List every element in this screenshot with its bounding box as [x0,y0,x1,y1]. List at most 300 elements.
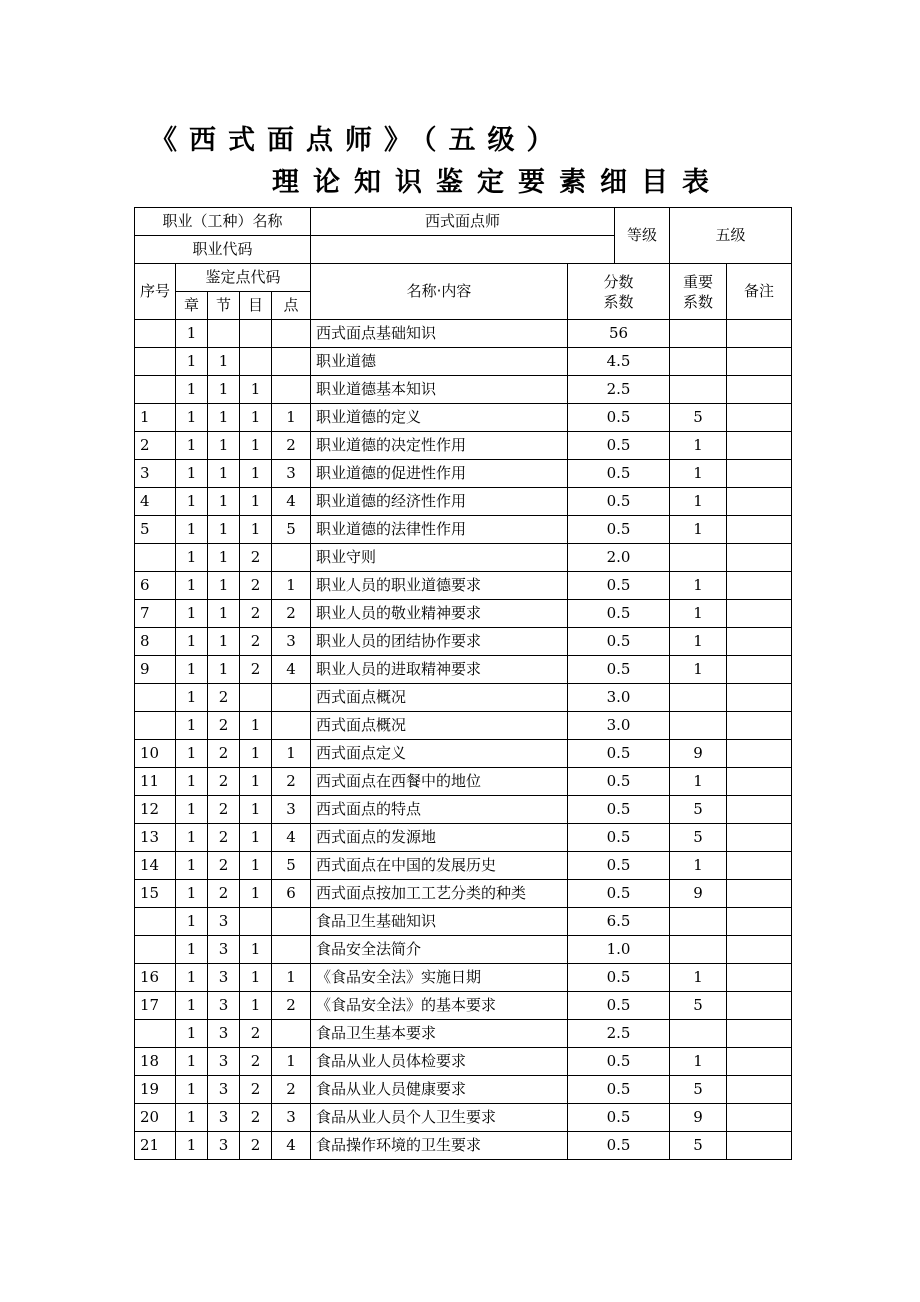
point-cell: 1 [272,1048,311,1076]
section-cell: 1 [208,488,240,516]
table-row [135,768,792,796]
seq-cell: 15 [135,880,176,908]
seq-cell: 1 [135,404,176,432]
header-chapter: 章 [176,292,208,320]
header-weight-line2: 系数 [683,292,714,311]
chapter-cell: 1 [176,600,208,628]
table-row [135,824,792,852]
section-cell: 1 [208,432,240,460]
chapter-cell: 1 [176,544,208,572]
item-cell: 2 [240,1048,272,1076]
section-cell: 1 [208,376,240,404]
item-cell [240,908,272,936]
remark-cell [727,908,792,936]
weight-cell: 9 [670,740,727,768]
table-row [135,740,792,768]
name-cell: 职业人员的敬业精神要求 [311,600,568,628]
name-cell: 职业道德的经济性作用 [311,488,568,516]
name-cell: 职业道德的促进性作用 [311,460,568,488]
table-row [135,880,792,908]
score-cell: 0.5 [568,404,670,432]
weight-cell: 1 [670,572,727,600]
chapter-cell: 1 [176,1104,208,1132]
table-row [135,376,792,404]
name-cell: 职业道德基本知识 [311,376,568,404]
header-code-group: 鉴定点代码 [176,264,311,292]
weight-cell: 1 [670,768,727,796]
item-cell: 1 [240,712,272,740]
item-cell: 2 [240,1076,272,1104]
table-row [135,572,792,600]
name-cell: 西式面点在西餐中的地位 [311,768,568,796]
item-cell: 1 [240,964,272,992]
remark-cell [727,740,792,768]
remark-cell [727,432,792,460]
remark-cell [727,852,792,880]
name-cell: 《食品安全法》的基本要求 [311,992,568,1020]
seq-cell: 12 [135,796,176,824]
section-cell: 1 [208,460,240,488]
info-row-occupation [135,208,792,236]
header-score [568,264,670,320]
point-cell: 4 [272,824,311,852]
weight-cell [670,320,727,348]
chapter-cell: 1 [176,880,208,908]
point-cell: 1 [272,964,311,992]
seq-cell: 8 [135,628,176,656]
weight-cell: 1 [670,516,727,544]
name-cell: 西式面点的发源地 [311,824,568,852]
section-cell: 3 [208,1048,240,1076]
table-row [135,544,792,572]
section-cell: 2 [208,768,240,796]
point-cell: 3 [272,1104,311,1132]
name-cell: 职业道德 [311,348,568,376]
weight-cell [670,936,727,964]
seq-cell [135,1020,176,1048]
table-row [135,628,792,656]
seq-cell [135,908,176,936]
chapter-cell: 1 [176,432,208,460]
name-cell: 食品卫生基本要求 [311,1020,568,1048]
seq-cell: 7 [135,600,176,628]
section-cell: 2 [208,824,240,852]
item-cell: 2 [240,628,272,656]
weight-cell [670,1020,727,1048]
name-cell: 西式面点概况 [311,684,568,712]
remark-cell [727,964,792,992]
chapter-cell: 1 [176,320,208,348]
remark-cell [727,992,792,1020]
score-cell: 0.5 [568,600,670,628]
chapter-cell: 1 [176,348,208,376]
chapter-cell: 1 [176,824,208,852]
name-cell: 食品从业人员个人卫生要求 [311,1104,568,1132]
remark-cell [727,1076,792,1104]
table-row [135,460,792,488]
item-cell [240,684,272,712]
remark-cell [727,1104,792,1132]
item-cell: 2 [240,600,272,628]
chapter-cell: 1 [176,684,208,712]
name-cell: 职业道德的定义 [311,404,568,432]
remark-cell [727,936,792,964]
name-cell: 食品从业人员体检要求 [311,1048,568,1076]
score-cell: 0.5 [568,964,670,992]
section-cell: 2 [208,880,240,908]
remark-cell [727,348,792,376]
point-cell [272,936,311,964]
weight-cell [670,544,727,572]
point-cell: 2 [272,600,311,628]
seq-cell: 21 [135,1132,176,1160]
section-cell: 3 [208,1020,240,1048]
remark-cell [727,516,792,544]
item-cell [240,348,272,376]
point-cell: 6 [272,880,311,908]
section-cell: 2 [208,684,240,712]
header-remark: 备注 [727,264,792,320]
header-seq: 序号 [135,264,176,320]
name-cell: 西式面点在中国的发展历史 [311,852,568,880]
chapter-cell: 1 [176,460,208,488]
weight-cell [670,712,727,740]
score-cell: 3.0 [568,712,670,740]
chapter-cell: 1 [176,1048,208,1076]
weight-cell: 1 [670,628,727,656]
chapter-cell: 1 [176,488,208,516]
section-cell: 1 [208,572,240,600]
chapter-cell: 1 [176,1020,208,1048]
point-cell: 3 [272,796,311,824]
section-cell: 1 [208,516,240,544]
item-cell: 1 [240,376,272,404]
point-cell: 2 [272,992,311,1020]
name-cell: 西式面点的特点 [311,796,568,824]
score-cell: 6.5 [568,908,670,936]
section-cell: 1 [208,628,240,656]
point-cell: 1 [272,572,311,600]
chapter-cell: 1 [176,964,208,992]
header-name: 名称·内容 [311,264,568,320]
weight-cell: 1 [670,852,727,880]
seq-cell [135,684,176,712]
remark-cell [727,460,792,488]
weight-cell: 1 [670,656,727,684]
seq-cell: 6 [135,572,176,600]
remark-cell [727,1048,792,1076]
section-cell: 2 [208,852,240,880]
table-row [135,348,792,376]
seq-cell: 9 [135,656,176,684]
header-row-1 [135,264,792,292]
seq-cell [135,544,176,572]
point-cell [272,348,311,376]
weight-cell: 5 [670,796,727,824]
code-value [311,236,615,264]
remark-cell [727,488,792,516]
weight-cell [670,376,727,404]
name-cell: 职业人员的职业道德要求 [311,572,568,600]
point-cell: 1 [272,740,311,768]
remark-cell [727,628,792,656]
remark-cell [727,880,792,908]
point-cell [272,320,311,348]
point-cell: 3 [272,460,311,488]
weight-cell: 5 [670,992,727,1020]
section-cell: 1 [208,404,240,432]
name-cell: 西式面点按加工工艺分类的种类 [311,880,568,908]
score-cell: 0.5 [568,628,670,656]
weight-cell [670,684,727,712]
item-cell: 1 [240,824,272,852]
score-cell: 0.5 [568,1132,670,1160]
seq-cell: 11 [135,768,176,796]
table-row [135,684,792,712]
weight-cell: 1 [670,1048,727,1076]
section-cell: 1 [208,600,240,628]
item-cell: 1 [240,488,272,516]
header-score-line2: 系数 [603,292,634,311]
point-cell: 2 [272,768,311,796]
score-cell: 0.5 [568,992,670,1020]
chapter-cell: 1 [176,712,208,740]
name-cell: 职业人员的进取精神要求 [311,656,568,684]
score-cell: 0.5 [568,796,670,824]
weight-cell: 1 [670,600,727,628]
item-cell: 1 [240,768,272,796]
weight-cell: 5 [670,1132,727,1160]
remark-cell [727,376,792,404]
remark-cell [727,404,792,432]
point-cell [272,712,311,740]
point-cell: 4 [272,656,311,684]
name-cell: 职业守则 [311,544,568,572]
point-cell [272,908,311,936]
header-item: 目 [240,292,272,320]
point-cell: 4 [272,488,311,516]
table-row [135,432,792,460]
section-cell: 3 [208,1104,240,1132]
level-label: 等级 [615,208,670,264]
seq-cell: 16 [135,964,176,992]
weight-cell [670,908,727,936]
remark-cell [727,572,792,600]
remark-cell [727,684,792,712]
score-cell: 0.5 [568,768,670,796]
item-cell: 2 [240,656,272,684]
header-weight [670,264,727,320]
item-cell: 2 [240,572,272,600]
chapter-cell: 1 [176,1076,208,1104]
remark-cell [727,712,792,740]
chapter-cell: 1 [176,1132,208,1160]
weight-cell: 5 [670,404,727,432]
seq-cell: 18 [135,1048,176,1076]
score-cell: 56 [568,320,670,348]
item-cell: 2 [240,1020,272,1048]
name-cell: 食品操作环境的卫生要求 [311,1132,568,1160]
score-cell: 0.5 [568,656,670,684]
seq-cell: 3 [135,460,176,488]
table-row [135,936,792,964]
remark-cell [727,600,792,628]
item-cell: 1 [240,880,272,908]
name-cell: 西式面点定义 [311,740,568,768]
section-cell [208,320,240,348]
level-value: 五级 [670,208,792,264]
table-row [135,1020,792,1048]
table-row [135,852,792,880]
name-cell: 《食品安全法》实施日期 [311,964,568,992]
item-cell: 1 [240,460,272,488]
seq-cell [135,348,176,376]
table-row [135,1132,792,1160]
weight-cell: 1 [670,488,727,516]
document-title: 《西式面点师》（五级） [150,125,566,156]
remark-cell [727,768,792,796]
item-cell: 1 [240,516,272,544]
table-row [135,964,792,992]
section-cell: 2 [208,740,240,768]
remark-cell [727,544,792,572]
item-cell: 1 [240,852,272,880]
item-cell: 2 [240,544,272,572]
score-cell: 0.5 [568,460,670,488]
seq-cell: 5 [135,516,176,544]
point-cell [272,544,311,572]
item-cell: 2 [240,1132,272,1160]
score-cell: 3.0 [568,684,670,712]
score-cell: 0.5 [568,488,670,516]
point-cell [272,376,311,404]
point-cell: 2 [272,1076,311,1104]
table-row [135,1104,792,1132]
remark-cell [727,656,792,684]
section-cell: 3 [208,964,240,992]
section-cell: 2 [208,796,240,824]
table-row [135,600,792,628]
header-weight-line1: 重要 [683,272,714,291]
seq-cell: 2 [135,432,176,460]
header-point: 点 [272,292,311,320]
weight-cell: 5 [670,1076,727,1104]
chapter-cell: 1 [176,516,208,544]
seq-cell: 20 [135,1104,176,1132]
chapter-cell: 1 [176,936,208,964]
table-row [135,712,792,740]
point-cell [272,1020,311,1048]
chapter-cell: 1 [176,768,208,796]
score-cell: 0.5 [568,1076,670,1104]
appraisal-table [134,207,792,1160]
occupation-value: 西式面点师 [311,208,615,236]
point-cell: 4 [272,1132,311,1160]
header-section: 节 [208,292,240,320]
weight-cell: 1 [670,964,727,992]
chapter-cell: 1 [176,908,208,936]
seq-cell: 4 [135,488,176,516]
occupation-label: 职业（工种）名称 [135,208,311,236]
score-cell: 0.5 [568,1104,670,1132]
item-cell: 1 [240,404,272,432]
header-score-line1: 分数 [603,272,634,291]
item-cell: 1 [240,740,272,768]
weight-cell: 1 [670,432,727,460]
seq-cell [135,712,176,740]
seq-cell: 13 [135,824,176,852]
name-cell: 食品从业人员健康要求 [311,1076,568,1104]
point-cell: 2 [272,432,311,460]
section-cell: 1 [208,656,240,684]
chapter-cell: 1 [176,656,208,684]
section-cell: 3 [208,936,240,964]
point-cell: 1 [272,404,311,432]
name-cell: 食品安全法简介 [311,936,568,964]
seq-cell [135,320,176,348]
score-cell: 0.5 [568,1048,670,1076]
score-cell: 0.5 [568,852,670,880]
score-cell: 0.5 [568,740,670,768]
seq-cell [135,376,176,404]
point-cell: 5 [272,516,311,544]
section-cell: 1 [208,544,240,572]
remark-cell [727,320,792,348]
weight-cell: 5 [670,824,727,852]
chapter-cell: 1 [176,796,208,824]
section-cell: 3 [208,1076,240,1104]
item-cell: 1 [240,992,272,1020]
chapter-cell: 1 [176,852,208,880]
table-row [135,908,792,936]
score-cell: 4.5 [568,348,670,376]
name-cell: 西式面点概况 [311,712,568,740]
seq-cell: 10 [135,740,176,768]
weight-cell [670,348,727,376]
name-cell: 职业道德的决定性作用 [311,432,568,460]
chapter-cell: 1 [176,572,208,600]
name-cell: 食品卫生基础知识 [311,908,568,936]
weight-cell: 9 [670,1104,727,1132]
section-cell: 3 [208,908,240,936]
table-row [135,516,792,544]
name-cell: 西式面点基础知识 [311,320,568,348]
chapter-cell: 1 [176,376,208,404]
remark-cell [727,824,792,852]
chapter-cell: 1 [176,628,208,656]
score-cell: 0.5 [568,572,670,600]
chapter-cell: 1 [176,740,208,768]
table-row [135,404,792,432]
name-cell: 职业人员的团结协作要求 [311,628,568,656]
item-cell [240,320,272,348]
chapter-cell: 1 [176,404,208,432]
score-cell: 0.5 [568,880,670,908]
score-cell: 0.5 [568,432,670,460]
weight-cell: 1 [670,460,727,488]
code-label: 职业代码 [135,236,311,264]
item-cell: 2 [240,1104,272,1132]
item-cell: 1 [240,796,272,824]
table-row [135,320,792,348]
point-cell: 3 [272,628,311,656]
score-cell: 1.0 [568,936,670,964]
section-cell: 3 [208,1132,240,1160]
section-cell: 2 [208,712,240,740]
score-cell: 0.5 [568,824,670,852]
table-row [135,992,792,1020]
table-row [135,796,792,824]
